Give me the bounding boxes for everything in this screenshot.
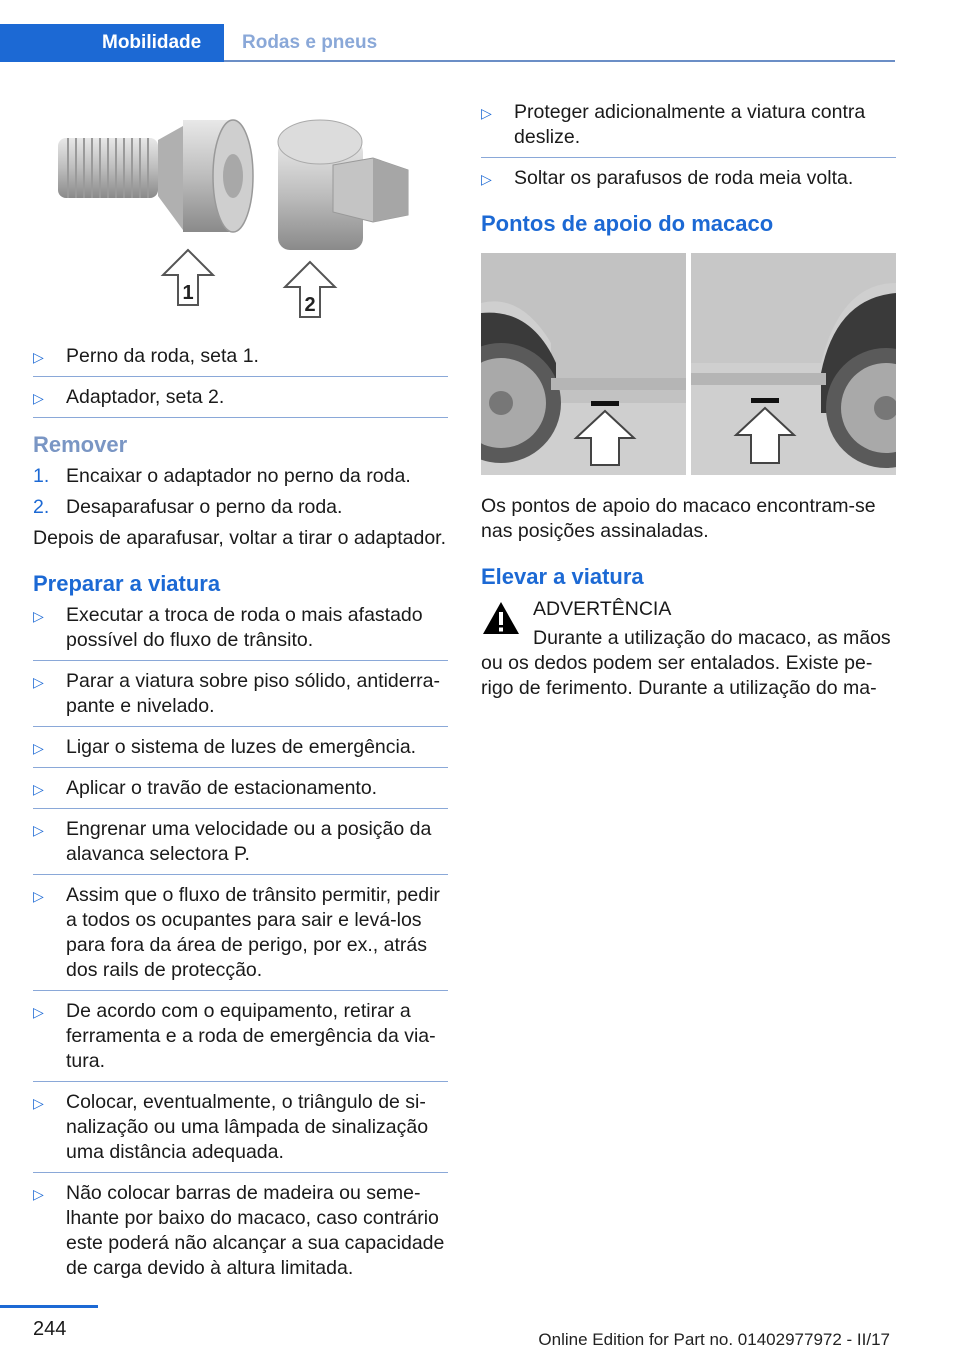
triangle-bullet-icon: ▷ [33,822,44,838]
arrow-1 [163,250,213,305]
arrow-1-label: 1 [182,282,194,304]
heading-remover: Remover [33,432,128,457]
triangle-bullet-icon: ▷ [33,781,44,797]
list-item: ▷ Adaptador, seta 2. [33,385,448,418]
warning-text: Durante a utilização do macaco, as mãos ou os dedos podem ser entalados. Existe perigo de ferimento. Durante a utilização do ma- [481,627,891,699]
warning-triangle-icon [481,600,521,636]
heading-pontos-de-apoio: Pontos de apoio do macaco [481,211,774,236]
triangle-bullet-icon: ▷ [33,740,44,756]
tab-mobilidade[interactable]: Mobilidade [0,24,224,62]
rear-jack-point-panel [691,253,896,475]
triangle-bullet-icon: ▷ [33,1186,44,1202]
list-item: ▷ Não colocar barras de madeira ou semelhante por baixo do macaco, caso contrário este poderá não alcançar a sua capacidade de carga devido à altura limitada. [33,1182,445,1279]
footer-accent-line [0,1305,98,1308]
triangle-bullet-icon: ▷ [33,888,44,904]
right-column [481,100,896,701]
list-item: ▷ Executar a troca de roda o mais afastado possível do fluxo de trânsito. [33,603,448,661]
triangle-bullet-icon: ▷ [481,171,492,187]
header-tabbar [0,24,895,62]
list-item: ▷ Perno da roda, seta 1. [33,344,448,377]
warning-title: ADVERTÊNCIA [533,598,672,620]
step-item: 2. Desaparafusar o perno da roda. [33,496,343,518]
heading-elevar: Elevar a viatura [481,564,644,589]
list-item: ▷ Proteger adicionalmente a viatura contra deslize. [481,100,896,158]
triangle-bullet-icon: ▷ [481,105,492,121]
arrow-2-label: 2 [304,294,316,316]
wheel-bolt-adapter-illustration [33,100,448,325]
remover-note: Depois de aparafusar, voltar a tirar o adaptador. [33,527,447,549]
wheel-bolt [58,120,253,232]
list-item: ▷ Soltar os parafusos de roda meia volta. [481,166,896,191]
step-item: 1. Encaixar o adaptador no perno da roda. [33,465,411,487]
list-item: ▷ Colocar, eventualmente, o triângulo de sinalização ou uma lâmpada de sinalização uma distância adequada. [33,1090,448,1173]
triangle-bullet-icon: ▷ [33,1004,44,1020]
list-item: ▷ Aplicar o travão de estacionamento. [33,776,448,809]
triangle-bullet-icon: ▷ [33,390,44,406]
arrow-2 [285,262,335,317]
triangle-bullet-icon: ▷ [33,349,44,365]
list-item: ▷ Engrenar uma velocidade ou a posição da alavanca selectora P. [33,817,448,875]
list-item: ▷ Parar a viatura sobre piso sólido, antiderrapante e nivelado. [33,669,448,727]
list-item: ▷ Assim que o fluxo de trânsito permitir, pedir a todos os ocupantes para sair e levá-los para fora da área de perigo, por ex., atrás dos rails de protecção. [33,883,448,991]
heading-preparar: Preparar a viatura [33,571,221,596]
left-column [33,100,448,1290]
adapter [278,120,408,250]
list-item: ▷ Ligar o sistema de luzes de emergência. [33,735,448,768]
tab-rodas-e-pneus[interactable]: Rodas e pneus [242,32,378,53]
edition-note: Online Edition for Part no. 01402977972 - II/17 [538,1330,890,1349]
triangle-bullet-icon: ▷ [33,1095,44,1111]
page-number: 244 [33,1318,67,1340]
list-item: ▷ De acordo com o equipamento, retirar a ferramenta e a roda de emergência da viatura. [33,999,448,1082]
jack-points-illustration [481,253,896,475]
triangle-bullet-icon: ▷ [33,608,44,624]
front-jack-point-panel [481,253,686,475]
warning-block [481,596,896,701]
pontos-description: Os pontos de apoio do macaco encontram-se nas posições assinaladas. [481,495,876,542]
triangle-bullet-icon: ▷ [33,674,44,690]
